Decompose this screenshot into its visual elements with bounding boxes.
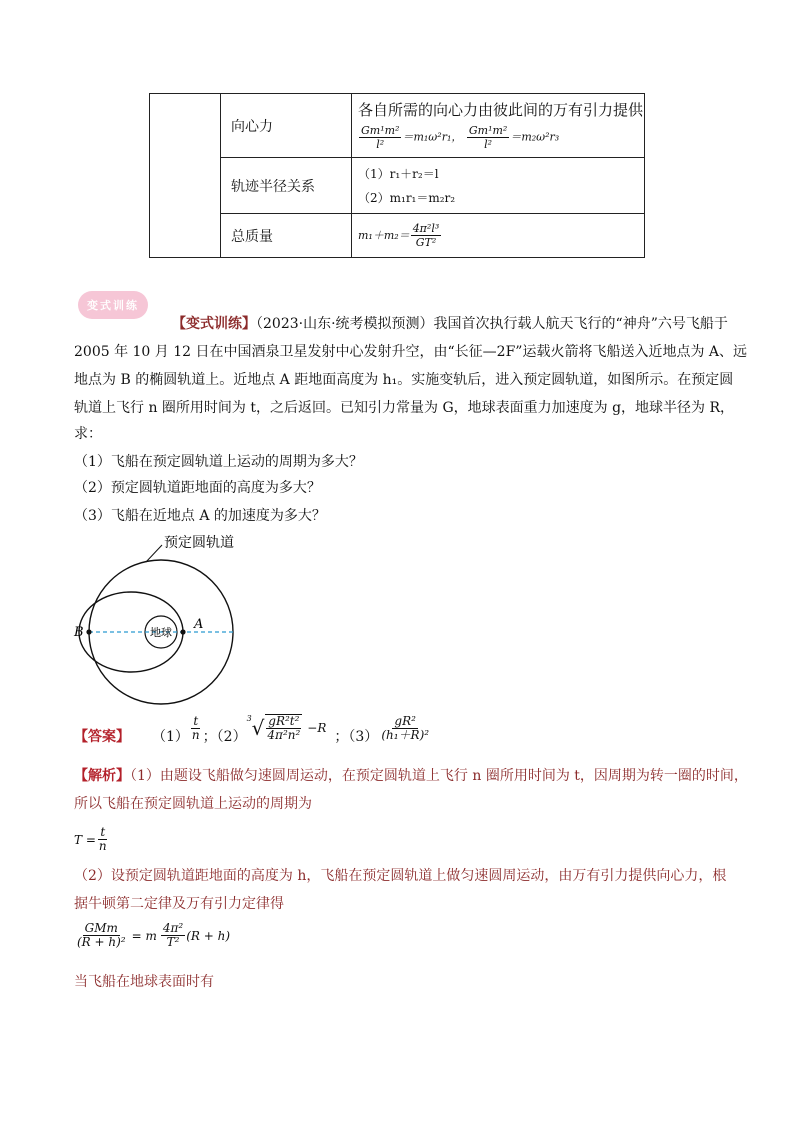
analysis-line: 【解析】（1）由题设飞船做匀速圆周运动，在预定圆轨道上飞行 n 圈所用时间为 t，因周期为转一圈的时间， bbox=[74, 768, 748, 784]
answer-line: 【答案】 （1） $\frac{t}{n}$ ；（2） 3 √ $\frac{\text{gR²t²}}{\text{4π²n²}}$ −R ；（3） $\frac{\text{gR²}}{\text{(h₁＋R)²}}$ bbox=[74, 713, 430, 745]
point-a-label: A bbox=[194, 617, 204, 632]
table-value-cell bbox=[352, 158, 645, 214]
table-label-cell: 轨迹半径关系 bbox=[221, 158, 352, 214]
variant-training-badge: 变式训练 bbox=[78, 291, 148, 319]
knowledge-table bbox=[149, 93, 645, 258]
point-b-label: B bbox=[74, 625, 84, 640]
point-a-dot bbox=[180, 629, 185, 634]
table-value-cell bbox=[352, 214, 645, 258]
table-text: 各自所需的向心力由彼此间的万有引力提供 bbox=[358, 101, 644, 119]
problem-line: 【变式训练】（2023·山东·统考模拟预测）我国首次执行载人航天飞行的“神舟”六号飞船于 bbox=[172, 316, 728, 332]
question-3: （3）飞船在近地点 A 的加速度为多大？ bbox=[74, 508, 326, 524]
analysis-line: 当飞船在地球表面时有 bbox=[74, 974, 214, 990]
table-equation: $\frac{\text{Gm¹m²}}{\text{l²}}$ ＝m₁ω²r₁， $\frac{\text{Gm¹m²}}{\text{l²}}$ ＝m₂ω²r₃ bbox=[361, 124, 560, 151]
analysis-line: 所以飞船在预定圆轨道上运动的周期为 bbox=[74, 796, 312, 812]
earth-label: 地球 bbox=[150, 626, 172, 639]
answer-head: 【答案】 bbox=[74, 729, 130, 745]
orbit-diagram bbox=[70, 532, 260, 722]
equation-gravity: $\frac{\text{GMm}}{\text{(R + h)²}}$ = m $\frac{\text{4π²}}{\text{T²}}$ (R + h) bbox=[77, 921, 231, 949]
table-row bbox=[150, 214, 645, 258]
problem-line: 地点为 B 的椭圆轨道上。近地点 A 距地面高度为 h₁。实施变轨后，进入预定圆轨道，如图所示。在预定圆 bbox=[74, 372, 734, 388]
analysis-line: （2）设预定圆轨道距地面的高度为 h，飞船在预定圆轨道上做匀速圆周运动，由万有引力提供向心力，根 bbox=[74, 868, 727, 884]
problem-line: 2005 年 10 月 12 日在中国酒泉卫星发射中心发射升空，由“长征—2F”运载火箭将飞船送入近地点为 A、远 bbox=[74, 344, 748, 360]
point-b-dot bbox=[86, 629, 91, 634]
question-2: （2）预定圆轨道距地面的高度为多大？ bbox=[74, 480, 321, 496]
table-equation: （1）r₁＋r₂＝l bbox=[358, 166, 439, 181]
problem-line: 求： bbox=[74, 426, 102, 442]
equation-period: T = $\frac{t}{n}$ bbox=[74, 825, 107, 853]
problem-line: 轨道上飞行 n 圈所用时间为 t，之后返回。已知引力常量为 G，地球表面重力加速度为 g，地球半径为 R， bbox=[74, 400, 735, 416]
table-blank-cell bbox=[150, 94, 221, 258]
table-label-cell: 向心力 bbox=[221, 94, 352, 158]
table-equation: （2）m₁r₁＝m₂r₂ bbox=[358, 190, 456, 205]
question-1: （1）飞船在预定圆轨道上运动的周期为多大？ bbox=[74, 454, 363, 470]
orbit-label: 预定圆轨道 bbox=[164, 535, 234, 551]
table-row bbox=[150, 94, 645, 158]
table-equation: m₁＋m₂＝ $\frac{\text{4π²l³}}{\text{GT²}}$ bbox=[358, 222, 440, 249]
analysis-line: 据牛顿第二定律及万有引力定律得 bbox=[74, 896, 284, 912]
table-row bbox=[150, 158, 645, 214]
table-label-cell: 总质量 bbox=[221, 214, 352, 258]
table-value-cell bbox=[352, 94, 645, 158]
